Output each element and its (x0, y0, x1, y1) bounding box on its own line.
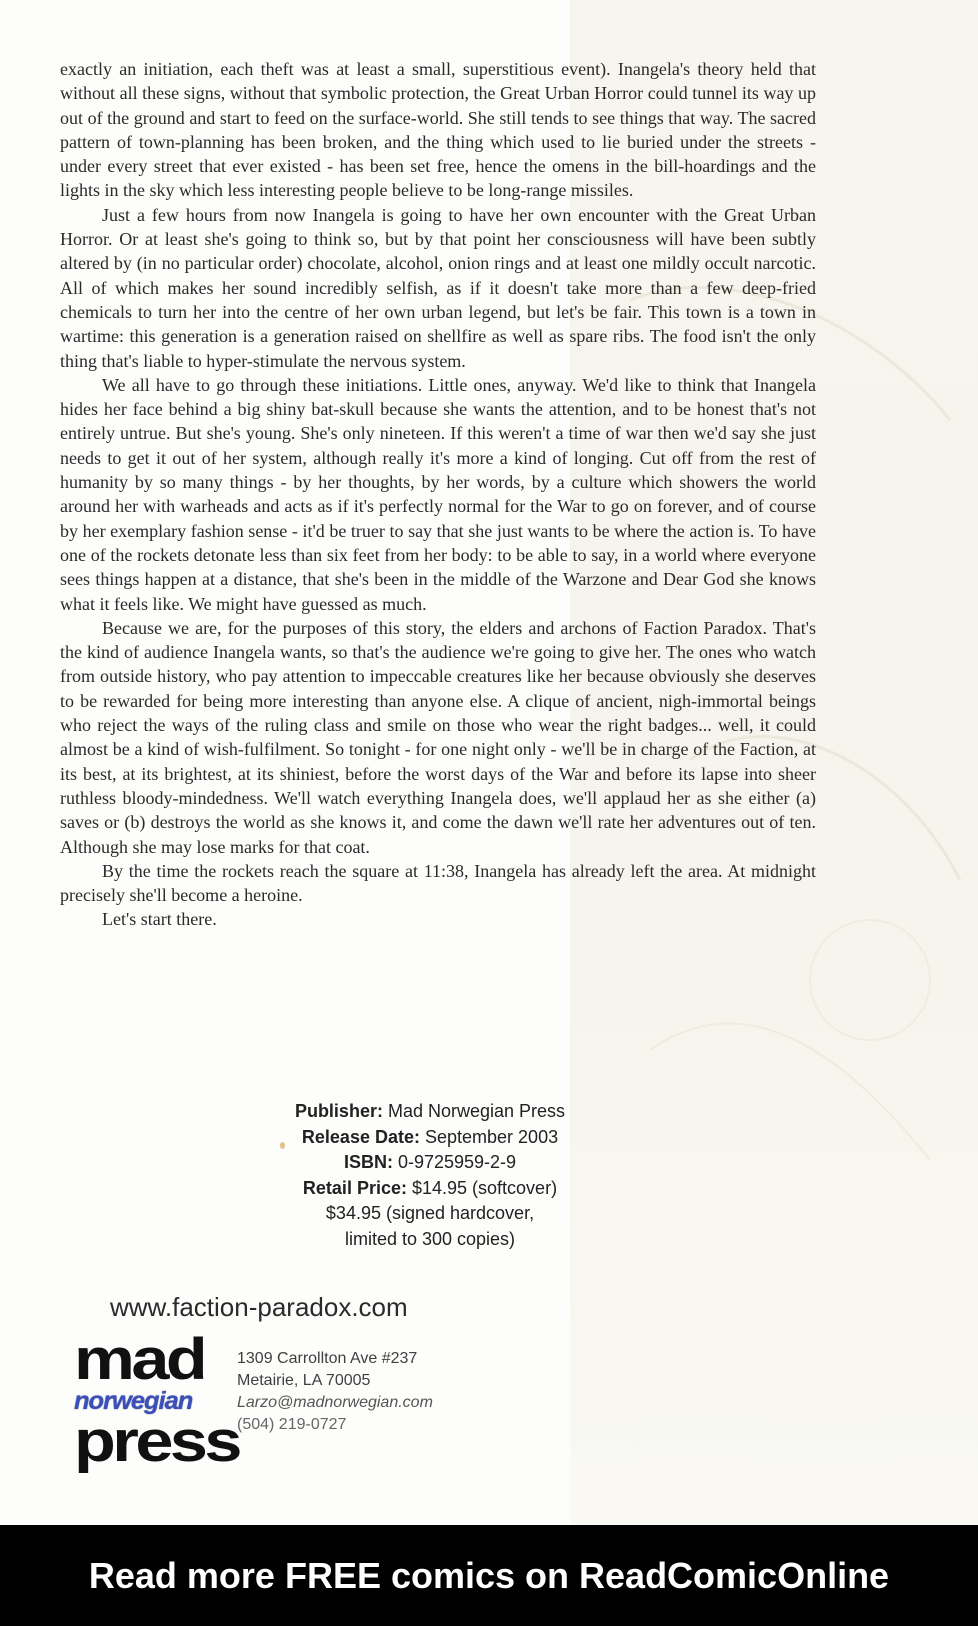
address-line-1: 1309 Carrollton Ave #237 (237, 1350, 418, 1367)
mad-norwegian-press-logo (74, 1327, 239, 1474)
address-line-2: Metairie, LA 70005 (237, 1372, 371, 1389)
logo-word-norwegian: norwegian (74, 1387, 193, 1415)
promo-banner-text[interactable]: Read more FREE comics on ReadComicOnline (88, 1555, 890, 1596)
hardcover-limit: limited to 300 copies) (344, 1228, 516, 1249)
isbn-row (250, 1150, 610, 1176)
retail-price-row (250, 1176, 610, 1202)
publisher-row (250, 1099, 610, 1125)
publisher-label: Publisher: (294, 1101, 383, 1121)
logo-word-mad: mad (74, 1327, 205, 1392)
publisher-value: Mad Norwegian Press (387, 1101, 566, 1121)
release-date-row (250, 1125, 610, 1151)
story-paragraph: Let's start there. (102, 909, 217, 930)
release-date-label: Release Date: (301, 1126, 420, 1147)
logo-word-press: press (74, 1409, 239, 1474)
story-paragraph: Just a few hours from now Inangela is going to have her own encounter with the Great Urban Horror. Or at least she's going to think so, but by that point her consciousness will have been subtly altered by (in no particular order) chocolate, alcohol, onion rings and at least one mildly occult narcotic. All of which makes her sound incredibly selfish, as if it doesn't take more than a few deep-fried chemicals to turn her into the centre of her own urban legend, but let's be fair. This town is a town in wartime: this generation is a generation raised on shellfire as well as spare ribs. The food isn't the only thing that's liable to hyper-stimulate the nervous system. (60, 204, 816, 371)
isbn-value: 0-9725959-2-9 (397, 1152, 517, 1172)
website-url: www.faction-paradox.com (110, 1292, 408, 1322)
story-paragraph: Because we are, for the purposes of this story, the elders and archons of Faction Paradox. That's the kind of audience Inangela wants, so that's the audience we're going to give her. The ones who watch from outside history, who pay attention to impeccable creatures like her because obviously she deserves to be rewarded for being more interesting than anyone else. A clique of ancient, nigh-immortal beings who reject the ways of the ruling class and smile on those who wear the right badges... well, it could almost be a kind of wish-fulfilment. So tonight - for one night only - we'll be in charge of the Faction, at its best, at its brightest, at its shiniest, before the worst days of the War and before its lapse into sheer ruthless bloody-mindedness. We'll watch everything Inangela does, we'll applaud her as she either (a) saves or (b) destroys the world as she knows it, and come the dawn we'll rate her adventures out of ten. Although she may lose marks for that coat. (60, 617, 816, 857)
story-text (60, 57, 816, 932)
story-paragraph: By the time the rockets reach the square at 11:38, Inangela has already left the area. At midnight precisely she'll become a heroine. (60, 860, 816, 906)
contact-phone: (504) 219-0727 (237, 1416, 347, 1433)
hardcover-price: $34.95 (signed hardcover, (325, 1203, 535, 1223)
publication-info (250, 1099, 610, 1252)
story-paragraph: We all have to go through these initiations. Little ones, anyway. We'd like to think that Inangela hides her face behind a big shiny bat-skull because she wants the attention, and to be honest that's not entirely untrue. But she's young. She's only nineteen. If this weren't a time of war then we'd say she just needs to get it out of her system, although really it's more a kind of longing. Cut off from the rest of humanity by so many things - by her thoughts, by her words, by a culture which showers the world around her with warheads and acts as if it's perfectly normal for the War to go on forever, and of course by her exemplary fashion sense - it'd be truer to say that she just wants to be where the action is. To have one of the rockets detonate less than six feet from her body: to be able to say, in a world where everyone sees things happen at a distance, that she's been in the middle of the Warzone and Dear God she knows what it feels like. We might have guessed as much. (60, 374, 816, 614)
publisher-contact (237, 1348, 537, 1436)
story-paragraph: exactly an initiation, each theft was at least a small, superstitious event). Inangela's theory held that without all these signs, without that symbolic protection, the Great Urban Horror could tunnel its way up out of the ground and start to feed on the surface-world. She still tends to see things that way. The sacred pattern of town-planning has been broken, and the thing which used to lie buried under the streets - under every street that ever existed - has been set free, hence the omens in the bill-hoardings and the lights in the sky which less interesting people believe to be long-range missiles. (60, 59, 816, 201)
contact-email[interactable]: Larzo@madnorwegian.com (237, 1394, 433, 1411)
retail-price-label: Retail Price: (302, 1177, 407, 1198)
release-date-value: September 2003 (425, 1126, 559, 1147)
retail-price-value: $14.95 (softcover) (411, 1177, 558, 1198)
isbn-label: ISBN: (343, 1152, 393, 1172)
promo-banner[interactable] (0, 1525, 978, 1626)
